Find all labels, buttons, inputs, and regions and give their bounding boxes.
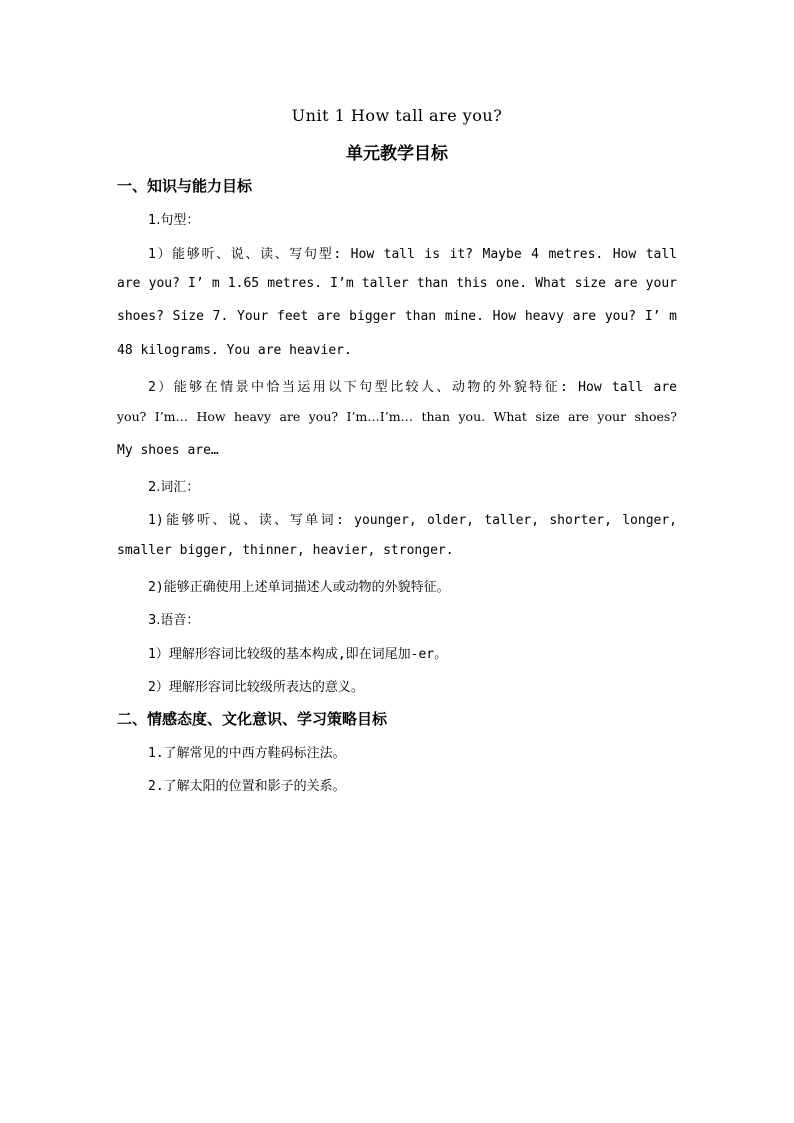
paragraph-line: 1）能够听、说、读、写句型: How tall is it? Maybe 4 metres. How tall bbox=[148, 247, 677, 262]
item-sentence-patterns: 1.句型： bbox=[148, 213, 200, 228]
unit-subtitle: 单元教学目标 bbox=[346, 144, 448, 164]
paragraph-line: 1.了解常见的中西方鞋码标注法。 bbox=[148, 746, 346, 761]
section-heading-attitude: 二、情感态度、文化意识、学习策略目标 bbox=[117, 710, 388, 728]
paragraph-line: 48 kilograms. You are heavier. bbox=[117, 343, 352, 358]
paragraph-line: 2）能够在情景中恰当运用以下句型比较人、动物的外貌特征: How tall are bbox=[148, 380, 677, 395]
paragraph-line: are you? I’ m 1.65 metres. I’m taller than this one. What size are your bbox=[117, 276, 677, 291]
paragraph-line: you? I’m… How heavy are you? I’m…I’m… than you. What size are your shoes? bbox=[117, 409, 677, 424]
paragraph-line: 1)能够听、说、读、写单词: younger, older, taller, shorter, longer, bbox=[148, 513, 677, 528]
section-heading-knowledge: 一、知识与能力目标 bbox=[117, 177, 253, 195]
item-phonetics: 3.语音： bbox=[148, 613, 200, 628]
paragraph-line: 2)能够正确使用上述单词描述人或动物的外貌特征。 bbox=[148, 580, 450, 595]
paragraph-line: shoes? Size 7. Your feet are bigger than mine. How heavy are you? I’ m bbox=[117, 309, 677, 324]
paragraph-line: 2）理解形容词比较级所表达的意义。 bbox=[148, 680, 364, 695]
unit-title: Unit 1 How tall are you? bbox=[291, 106, 503, 125]
item-vocabulary: 2.词汇： bbox=[148, 480, 200, 495]
paragraph-line: My shoes are… bbox=[117, 443, 219, 458]
paragraph-line: 1）理解形容词比较级的基本构成,即在词尾加-er。 bbox=[148, 647, 448, 662]
paragraph-line: smaller bigger, thinner, heavier, stronger. bbox=[117, 543, 454, 558]
paragraph-line: 2.了解太阳的位置和影子的关系。 bbox=[148, 779, 346, 794]
